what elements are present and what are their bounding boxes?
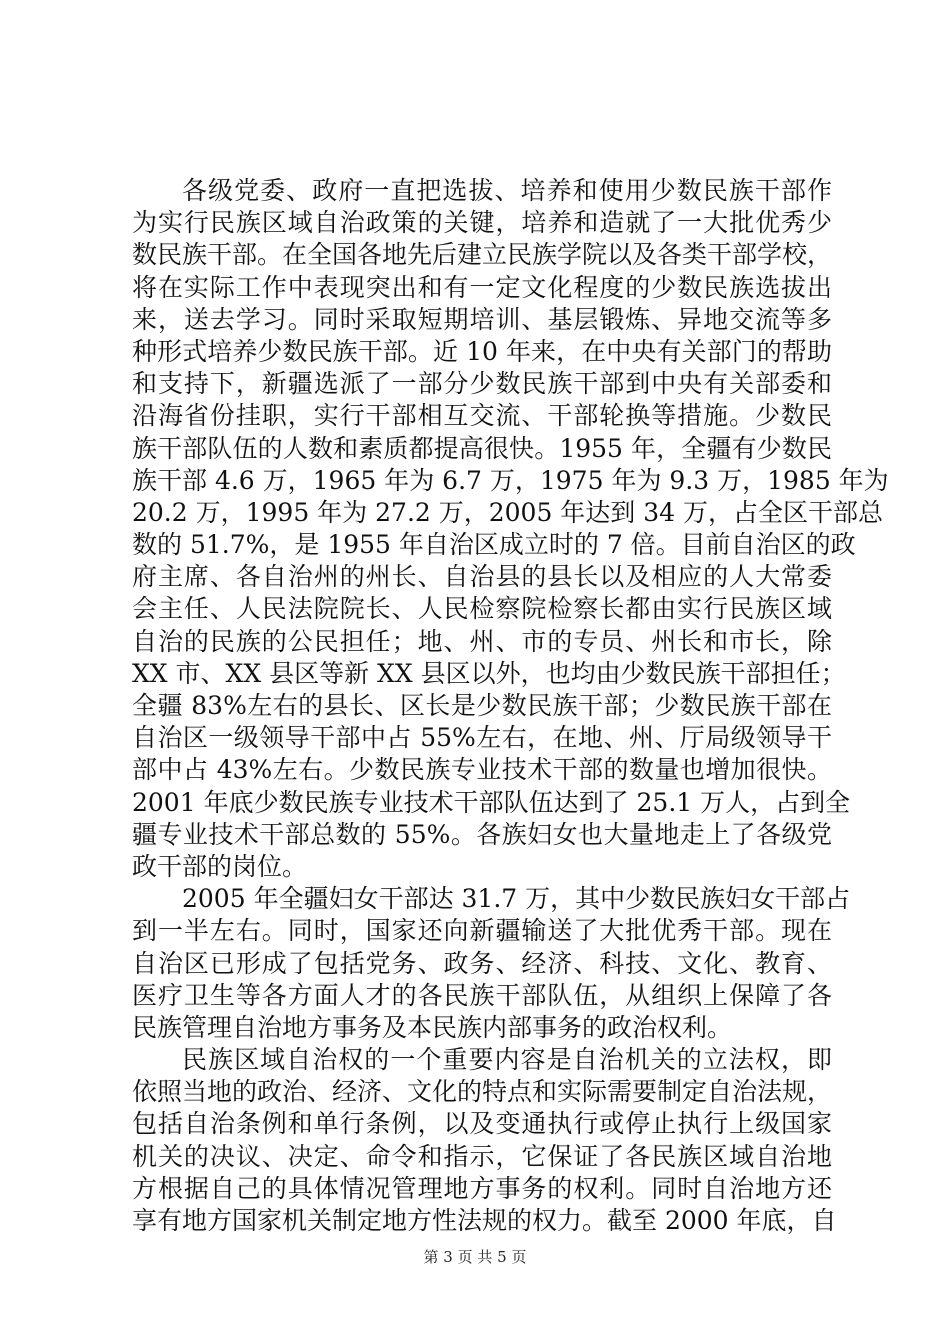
text-line: 族干部队伍的人数和素质都提高很快。1955 年，全疆有少数民 bbox=[132, 433, 832, 463]
text-line: 方根据自己的具体情况管理地方事务的权利。同时自治地方还 bbox=[132, 1173, 832, 1203]
text-line: 族干部 4.6 万，1965 年为 6.7 万，1975 年为 9.3 万，1985 年为 bbox=[132, 465, 889, 495]
text-line: 自治区已形成了包括党务、政务、经济、科技、文化、教育、 bbox=[132, 948, 832, 978]
text-line: 和支持下，新疆选派了一部分少数民族干部到中央有关部委和 bbox=[132, 369, 832, 399]
body-text bbox=[132, 175, 889, 1237]
text-line: 2001 年底少数民族专业技术干部队伍达到了 25.1 万人，占到全 bbox=[132, 787, 851, 817]
text-line: 疆专业技术干部总数的 55%。各族妇女也大量地走上了各级党 bbox=[132, 819, 832, 849]
text-line: 沿海省份挂职，实行干部相互交流、干部轮换等措施。少数民 bbox=[132, 401, 832, 431]
page-number: 第 3 页 共 5 页 bbox=[423, 1248, 527, 1266]
text-line: 会主任、人民法院院长、人民检察院检察长都由实行民族区域 bbox=[132, 594, 832, 624]
text-line: 自治区一级领导干部中占 55%左右，在地、州、厅局级领导干 bbox=[132, 723, 832, 753]
text-line: 民族管理自治地方事务及本民族内部事务的政治权利。 bbox=[132, 1012, 733, 1042]
text-line: 各级党委、政府一直把选拔、培养和使用少数民族干部作 bbox=[182, 176, 832, 205]
text-line: 为实行民族区域自治政策的关键，培养和造就了一大批优秀少 bbox=[132, 208, 832, 238]
text-line: 数民族干部。在全国各地先后建立民族学院以及各类干部学校， bbox=[132, 240, 833, 270]
text-line: 机关的决议、决定、命令和指示，它保证了各民族区域自治地 bbox=[132, 1141, 832, 1171]
text-line: 部中占 43%左右。少数民族专业技术干部的数量也增加很快。 bbox=[132, 755, 832, 785]
text-line: 府主席、各自治州的州长、自治县的县长以及相应的人大常委 bbox=[132, 562, 832, 592]
text-line: 将在实际工作中表现突出和有一定文化程度的少数民族选拔出 bbox=[132, 272, 832, 302]
text-line: 2005 年全疆妇女干部达 31.7 万，其中少数民族妇女干部占 bbox=[182, 884, 851, 914]
text-line: 享有地方国家机关制定地方性法规的权力。截至 2000 年底，自 bbox=[132, 1206, 837, 1235]
text-line: 种形式培养少数民族干部。近 10 年来，在中央有关部门的帮助 bbox=[132, 336, 832, 366]
text-line: 医疗卫生等各方面人才的各民族干部队伍，从组织上保障了各 bbox=[132, 980, 832, 1010]
text-line: 包括自治条例和单行条例，以及变通执行或停止执行上级国家 bbox=[132, 1109, 832, 1139]
text-line: 政干部的岗位。 bbox=[132, 851, 308, 881]
text-line: 20.2 万，1995 年为 27.2 万，2005 年达到 34 万，占全区干部总 bbox=[132, 497, 884, 527]
text-line: 民族区域自治权的一个重要内容是自治机关的立法权，即 bbox=[182, 1045, 832, 1075]
text-line: 数的 51.7%，是 1955 年自治区成立时的 7 倍。目前自治区的政 bbox=[132, 530, 856, 560]
text-line: 到一半左右。同时，国家还向新疆输送了大批优秀干部。现在 bbox=[132, 916, 832, 946]
text-line: XX 市、XX 县区等新 XX 县区以外，也均由少数民族干部担任； bbox=[132, 658, 846, 688]
text-line: 自治的民族的公民担任；地、州、市的专员、州长和市长，除 bbox=[132, 626, 832, 656]
text-line: 来，送去学习。同时采取短期培训、基层锻炼、异地交流等多 bbox=[132, 304, 832, 334]
text-line: 依照当地的政治、经济、文化的特点和实际需要制定自治法规， bbox=[132, 1077, 833, 1107]
text-line: 全疆 83%左右的县长、区长是少数民族干部；少数民族干部在 bbox=[132, 691, 832, 720]
